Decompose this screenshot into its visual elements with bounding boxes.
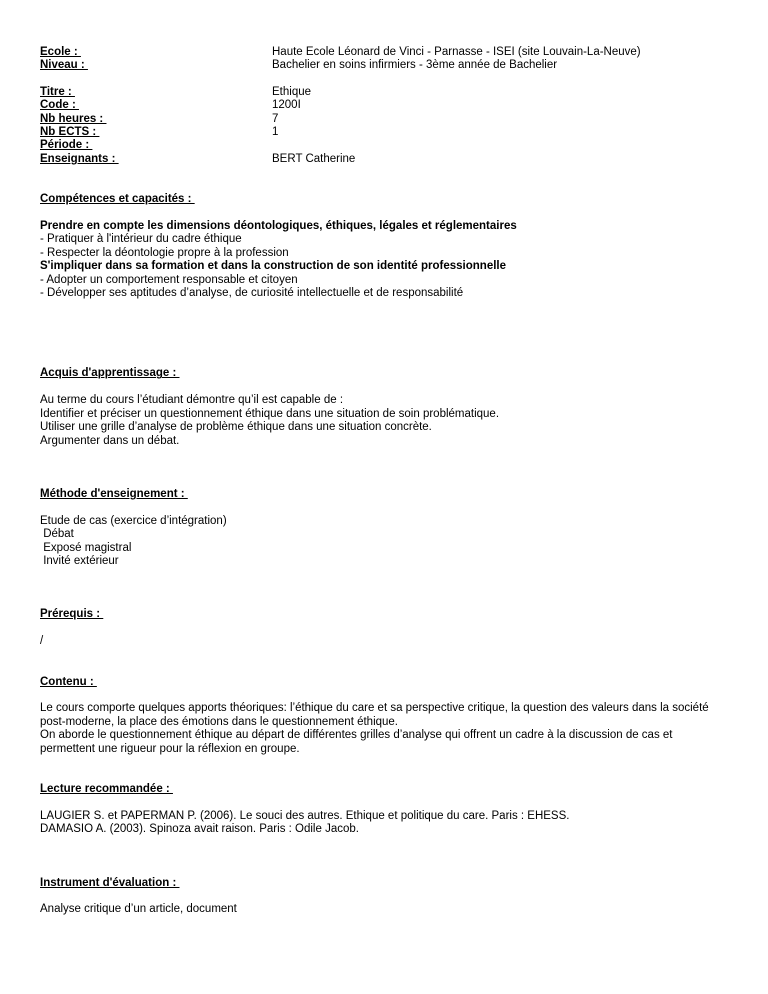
- header-label: Titre :: [40, 85, 75, 98]
- lecture-line: LAUGIER S. et PAPERMAN P. (2006). Le souci des autres. Ethique et politique du care. Paris : EHESS.: [40, 809, 570, 822]
- header-value: [272, 139, 730, 152]
- header-row-periode: [40, 139, 730, 152]
- section-title: Prérequis :: [40, 608, 104, 621]
- evaluation-text: Analyse critique d’un article, document: [40, 903, 237, 916]
- header-value: Haute Ecole Léonard de Vinci - Parnasse - ISEI (site Louvain-La-Neuve): [272, 46, 641, 58]
- section-evaluation: [40, 877, 730, 917]
- section-title: Contenu :: [40, 675, 97, 688]
- section-title: Lecture recommandée :: [40, 782, 173, 795]
- section-title: Méthode d'enseignement :: [40, 487, 188, 500]
- section-lecture: [40, 783, 730, 837]
- lecture-line: DAMASIO A. (2003). Spinoza avait raison. Paris : Odile Jacob.: [40, 823, 359, 836]
- header-value: 1: [272, 126, 279, 139]
- header-label: Code :: [40, 99, 79, 112]
- methode-line: Exposé magistral: [40, 541, 132, 554]
- header-row-ecole: [40, 46, 730, 59]
- competence-line: - Pratiquer à l'intérieur du cadre éthique: [40, 233, 242, 246]
- header-label: Ecole :: [40, 46, 81, 58]
- methode-line: Invité extérieur: [40, 554, 119, 567]
- header-row-nb-heures: [40, 113, 730, 126]
- header-row-niveau: [40, 59, 730, 72]
- competence-line: - Adopter un comportement responsable et citoyen: [40, 273, 298, 286]
- section-methode: [40, 488, 730, 568]
- header-row-nb-ects: [40, 126, 730, 139]
- section-contenu: [40, 676, 730, 756]
- header-row-titre: [40, 86, 730, 99]
- competence-line: - Développer ses aptitudes d’analyse, de curiosité intellectuelle et de responsabilité: [40, 287, 464, 300]
- section-acquis: [40, 367, 730, 447]
- competence-line: S'impliquer dans sa formation et dans la construction de son identité professionnelle: [40, 260, 507, 273]
- header-row-code: [40, 99, 730, 112]
- header-label: Enseignants :: [40, 152, 119, 165]
- section-title: Instrument d'évaluation :: [40, 876, 180, 889]
- header-block-school: [40, 46, 730, 73]
- prerequis-text: /: [40, 635, 44, 648]
- header-label: Période :: [40, 139, 93, 152]
- competence-line: Prendre en compte les dimensions déontologiques, éthiques, légales et réglementaires: [40, 220, 517, 233]
- methode-line: Etude de cas (exercice d’intégration): [40, 514, 227, 527]
- section-prerequis: [40, 608, 730, 648]
- header-value: 1200I: [272, 99, 301, 112]
- header-label: Nb ECTS :: [40, 126, 100, 139]
- acquis-line: Au terme du cours l’étudiant démontre qu’il est capable de :: [40, 394, 344, 407]
- acquis-line: Identifier et préciser un questionnement éthique dans une situation de soin problématique.: [40, 407, 500, 420]
- header-block-course: [40, 86, 730, 166]
- header-value: Bachelier en soins infirmiers - 3ème année de Bachelier: [272, 59, 558, 72]
- header-value: Ethique: [272, 85, 312, 98]
- header-value: 7: [272, 112, 279, 125]
- document-page: [40, 46, 730, 917]
- contenu-paragraph: Le cours comporte quelques apports théoriques: l’éthique du care et sa perspective critique, la question des valeurs dans la société post-moderne, la place des émotions dans le questionnement éthique.: [40, 702, 709, 728]
- header-label: Niveau :: [40, 59, 88, 72]
- section-title: Acquis d'apprentissage :: [40, 367, 180, 380]
- contenu-paragraph: On aborde le questionnement éthique au départ de différentes grilles d’analyse qui offrent un cadre à la discussion de cas et permettent une rigueur pour la réflexion en groupe.: [40, 729, 673, 755]
- competence-line: - Respecter la déontologie propre à la profession: [40, 246, 289, 259]
- section-competences: [40, 193, 730, 300]
- methode-line: Débat: [40, 528, 74, 541]
- acquis-line: Argumenter dans un débat.: [40, 434, 180, 447]
- acquis-line: Utiliser une grille d’analyse de problème éthique dans une situation concrète.: [40, 421, 432, 434]
- section-title: Compétences et capacités :: [40, 193, 195, 206]
- header-row-enseignants: [40, 153, 730, 166]
- header-label: Nb heures :: [40, 112, 107, 125]
- header-value: BERT Catherine: [272, 152, 356, 165]
